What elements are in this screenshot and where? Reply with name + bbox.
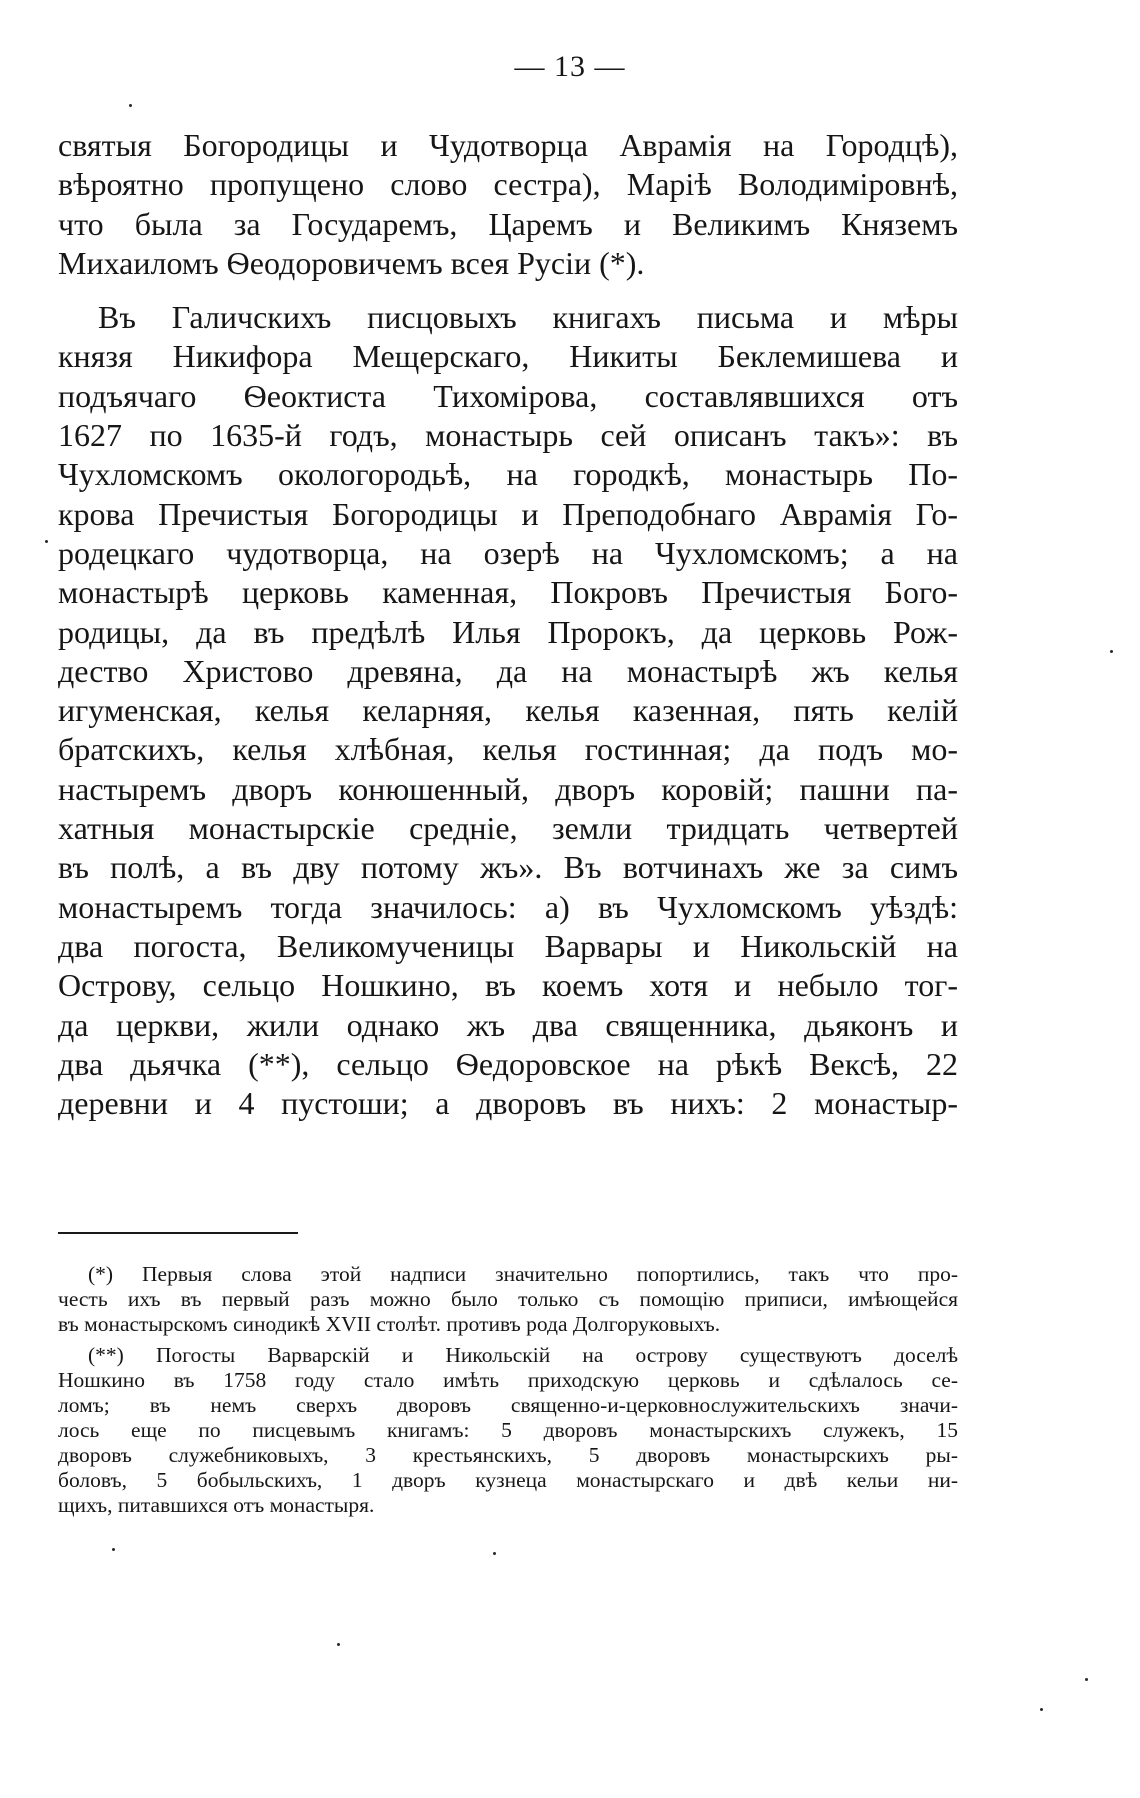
body-line: настыремъ дворъ конюшенный, дворъ коровій; пашни па- (58, 770, 958, 807)
scan-speck (337, 1643, 340, 1646)
scan-speck (1085, 1678, 1088, 1681)
body-line: братскихъ, келья хлѣбная, келья гостинная; да подъ мо- (58, 731, 958, 768)
footnote-line: въ монастырскомъ синодикѣ XVII столѣт. противъ рода Долгоруковыхъ. (58, 1312, 721, 1336)
body-line: хатныя монастырскіе средніе, земли тридцать четвертей (58, 810, 958, 847)
footnote-line: Ношкино въ 1758 году стало имѣть приходскую церковь и сдѣлалось се- (58, 1368, 958, 1392)
scan-speck (1110, 650, 1113, 653)
footnote-line: боловъ, 5 бобыльскихъ, 1 дворъ кузнеца монастырскаго и двѣ кельи ни- (58, 1468, 958, 1492)
body-line: Михаиломъ Ѳеодоровичемъ всея Русіи (*). (58, 244, 645, 281)
body-line: Чухломскомъ окологородьѣ, на городкѣ, монастырь По- (58, 456, 958, 493)
footnote-line: лось еще по писцевымъ книгамъ: 5 дворовъ монастырскихъ служекъ, 15 (58, 1418, 958, 1442)
body-line: Острову, сельцо Ношкино, въ коемъ хотя и небыло тог- (58, 967, 958, 1004)
main-text (58, 126, 958, 1123)
body-line: да церкви, жили однако жъ два священника, дьяконъ и (58, 1006, 958, 1043)
scan-speck (129, 104, 132, 107)
body-line: монастыремъ тогда значилось: а) въ Чухломскомъ уѣздѣ: (58, 888, 958, 925)
body-line: святыя Богородицы и Чудотворца Аврамія на Городцѣ), (58, 127, 958, 163)
body-line: Въ Галичскихъ писцовыхъ книгахъ письма и мѣры (98, 299, 958, 336)
body-line: игуменская, келья келарняя, келья казенная, пять келій (58, 692, 958, 729)
footnote-line: (**) Погосты Варварскій и Никольскій на острову существуютъ доселѣ (88, 1343, 958, 1367)
footnote-line: (*) Первыя слова этой надписи значительно попортились, такъ что про- (88, 1262, 958, 1286)
body-line: подъячаго Ѳеоктиста Тихомірова, составлявшихся отъ (58, 377, 958, 414)
scan-speck (493, 1552, 496, 1555)
footnote-separator (58, 1232, 298, 1234)
body-line: князя Никифора Мещерскаго, Никиты Беклемишева и (58, 338, 958, 375)
body-line: два дьячка (**), сельцо Ѳедоровское на рѣкѣ Вексѣ, 22 (58, 1045, 958, 1082)
footnotes (58, 1262, 958, 1518)
scan-speck (1040, 1708, 1043, 1711)
body-line: дество Христово древяна, да на монастырѣ жъ келья (58, 652, 958, 689)
body-line: монастырѣ церковь каменная, Покровъ Пречистыя Бого- (58, 574, 958, 611)
footnote-line: ломъ; въ немъ сверхъ дворовъ священно-и-церковнослужительскихъ значи- (58, 1393, 958, 1417)
footnote-line: щихъ, питавшихся отъ монастыря. (58, 1493, 375, 1517)
body-line: два погоста, Великомученицы Варвары и Никольскій на (58, 927, 958, 964)
paragraph-gap (58, 283, 958, 298)
scan-speck (112, 1548, 115, 1551)
body-line: вѣроятно пропущено слово сестра), Маріѣ Володиміровнѣ, (58, 166, 958, 203)
body-line: въ полѣ, а въ дву потому жъ». Въ вотчинахъ же за симъ (58, 849, 958, 886)
body-line: 1627 по 1635-й годъ, монастырь сей описанъ такъ»: въ (58, 417, 958, 454)
body-line: деревни и 4 пустоши; а дворовъ въ нихъ: 2 монастыр- (58, 1085, 958, 1122)
body-line: родицы, да въ предѣлѣ Илья Пророкъ, да церковь Рож- (58, 613, 958, 650)
page-number: — 13 — (514, 50, 626, 83)
footnote-line: дворовъ служебниковыхъ, 3 крестьянскихъ, 5 дворовъ монастырскихъ ры- (58, 1443, 958, 1467)
body-line: что была за Государемъ, Царемъ и Великимъ Княземъ (58, 205, 958, 242)
body-line: крова Пречистыя Богородицы и Преподобнаго Аврамія Го- (58, 495, 958, 532)
scan-speck (45, 540, 48, 543)
footnote-line: честь ихъ въ первый разъ можно было только съ помощію приписи, имѣющейся (58, 1287, 958, 1311)
body-line: родецкаго чудотворца, на озерѣ на Чухломскомъ; а на (58, 534, 958, 571)
